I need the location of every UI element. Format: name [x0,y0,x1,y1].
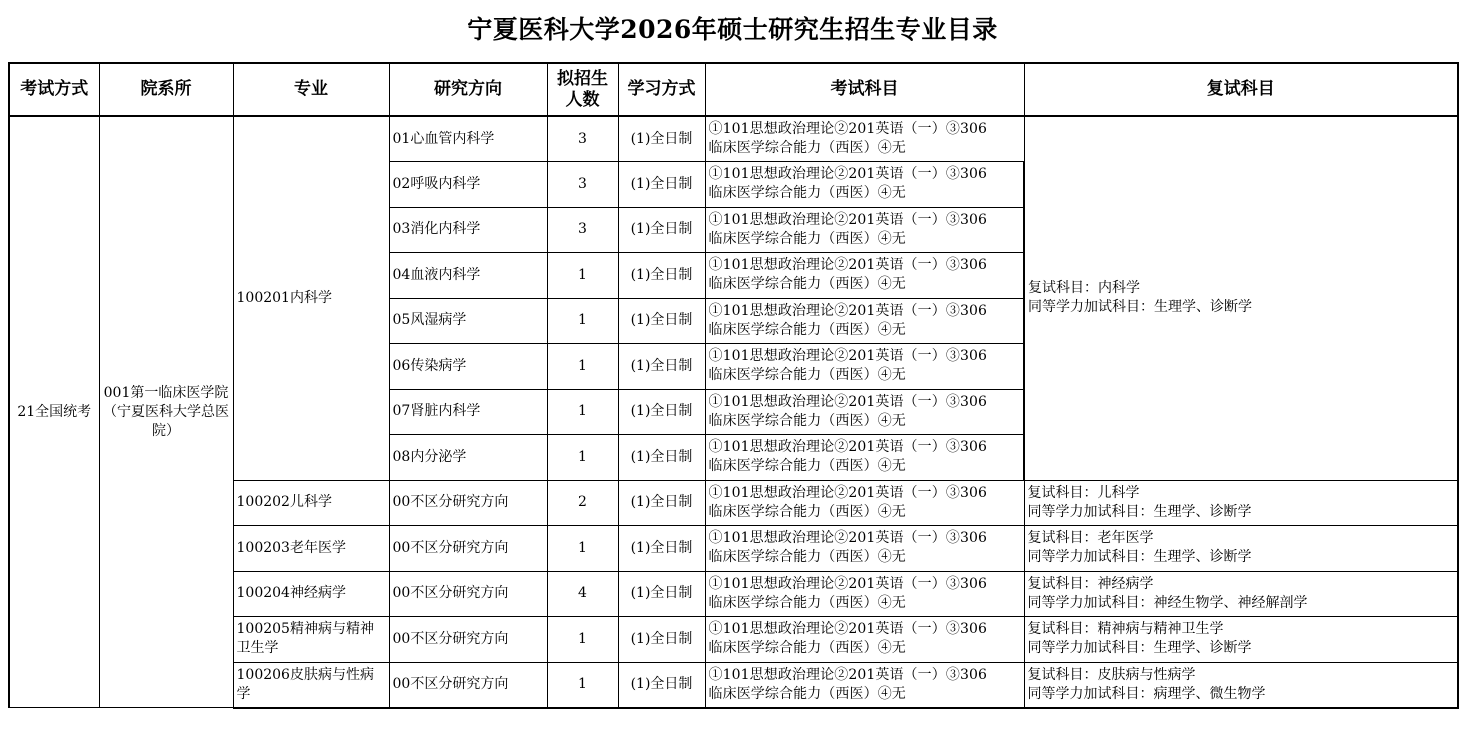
planned-quota-cell: 3 [547,207,618,253]
planned-quota-cell: 1 [547,662,618,708]
research-direction-cell: 06传染病学 [389,344,547,390]
exam-subjects-cell [705,526,1024,572]
retest-subjects-line: 同等学力加试科目：病理学、微生物学 [1027,685,1266,702]
research-direction-cell: 08内分泌学 [389,435,547,481]
exam-subjects-cell [705,162,1024,208]
research-direction-cell: 00不区分研究方向 [389,571,547,617]
exam-subjects-cell [705,253,1024,299]
header-study-mode: 学习方式 [618,63,705,116]
study-mode-cell: (1)全日制 [618,162,705,208]
major-cell: 100204神经病学 [233,571,389,617]
study-mode-cell: (1)全日制 [618,662,705,708]
study-mode-cell: (1)全日制 [618,571,705,617]
research-direction-cell: 05风湿病学 [389,298,547,344]
planned-quota-cell: 1 [547,617,618,663]
planned-quota-cell: 1 [547,253,618,299]
planned-quota-cell: 3 [547,116,618,162]
header-row [9,63,1458,116]
exam-subjects-line: ①101思想政治理论②201英语（一）③306 [708,439,987,456]
retest-subjects-line: 复试科目：内科学 [1028,280,1140,297]
study-mode-cell: (1)全日制 [618,253,705,299]
exam-subjects-cell [705,389,1024,435]
exam-subjects-line: ①101思想政治理论②201英语（一）③306 [708,302,987,319]
exam-subjects-line: ①101思想政治理论②201英语（一）③306 [708,621,987,638]
major-cell: 100203老年医学 [233,526,389,572]
retest-subjects-line: 复试科目：精神病与精神卫生学 [1027,621,1224,638]
exam-subjects-line: ①101思想政治理论②201英语（一）③306 [708,393,987,410]
major-cell: 100201内科学 [233,116,389,480]
table-row [9,116,1458,162]
research-direction-cell: 00不区分研究方向 [389,662,547,708]
exam-subjects-line: ①101思想政治理论②201英语（一）③306 [708,211,987,228]
exam-subjects-cell [705,435,1024,481]
planned-quota-cell: 4 [547,571,618,617]
exam-subjects-line: 临床医学综合能力（西医）④无 [708,321,906,338]
research-direction-cell: 00不区分研究方向 [389,617,547,663]
catalog-body [9,116,1458,708]
retest-subjects-line: 复试科目：皮肤病与性病学 [1027,666,1196,683]
planned-quota-cell: 2 [547,480,618,526]
exam-subjects-line: ①101思想政治理论②201英语（一）③306 [708,257,987,274]
catalog-table [8,62,1459,709]
exam-subjects-line: 临床医学综合能力（西医）④无 [708,549,906,566]
major-cell: 100202儿科学 [233,480,389,526]
exam-subjects-line: 临床医学综合能力（西医）④无 [708,412,906,429]
retest-subjects-cell [1024,662,1458,708]
research-direction-cell: 07肾脏内科学 [389,389,547,435]
major-cell: 100206皮肤病与性病学 [233,662,389,708]
exam-subjects-cell [705,116,1024,162]
exam-subjects-cell [705,662,1024,708]
research-direction-cell: 04血液内科学 [389,253,547,299]
exam-subjects-line: 临床医学综合能力（西医）④无 [708,185,906,202]
planned-quota-cell: 1 [547,344,618,390]
study-mode-cell: (1)全日制 [618,617,705,663]
retest-subjects-line: 同等学力加试科目：生理学、诊断学 [1028,299,1252,316]
header-planned-quota: 拟招生人数 [547,63,618,116]
header-exam-subjects: 考试科目 [705,63,1024,116]
exam-subjects-line: 临床医学综合能力（西医）④无 [708,276,906,293]
retest-subjects-line: 同等学力加试科目：生理学、诊断学 [1027,549,1252,566]
header-research-direction: 研究方向 [389,63,547,116]
study-mode-cell: (1)全日制 [618,526,705,572]
planned-quota-cell: 1 [547,389,618,435]
exam-subjects-cell [705,480,1024,526]
study-mode-cell: (1)全日制 [618,480,705,526]
header-exam-mode: 考试方式 [9,63,99,116]
exam-subjects-line: ①101思想政治理论②201英语（一）③306 [708,484,987,501]
exam-subjects-cell [705,298,1024,344]
planned-quota-cell: 3 [547,162,618,208]
research-direction-cell: 00不区分研究方向 [389,526,547,572]
retest-subjects-line: 同等学力加试科目：生理学、诊断学 [1027,640,1252,657]
exam-subjects-line: ①101思想政治理论②201英语（一）③306 [708,121,987,137]
retest-subjects-line: 复试科目：儿科学 [1027,484,1140,501]
exam-subjects-line: ①101思想政治理论②201英语（一）③306 [708,666,987,683]
study-mode-cell: (1)全日制 [618,298,705,344]
exam-subjects-line: 临床医学综合能力（西医）④无 [708,458,906,475]
retest-subjects-cell [1024,116,1458,480]
exam-subjects-line: 临床医学综合能力（西医）④无 [708,685,906,702]
exam-subjects-cell [705,617,1024,663]
department-cell: 001第一临床医学院（宁夏医科大学总医院） [99,116,233,708]
exam-subjects-cell [705,207,1024,253]
research-direction-cell: 00不区分研究方向 [389,480,547,526]
exam-subjects-line: 临床医学综合能力（西医）④无 [708,230,906,247]
planned-quota-cell: 1 [547,298,618,344]
study-mode-cell: (1)全日制 [618,435,705,481]
header-major: 专业 [233,63,389,116]
exam-subjects-line: ①101思想政治理论②201英语（一）③306 [708,575,987,592]
planned-quota-cell: 1 [547,526,618,572]
retest-subjects-cell [1024,480,1458,526]
exam-subjects-line: ①101思想政治理论②201英语（一）③306 [708,530,987,547]
exam-subjects-cell [705,344,1024,390]
research-direction-cell: 02呼吸内科学 [389,162,547,208]
exam-subjects-line: 临床医学综合能力（西医）④无 [708,140,906,156]
retest-subjects-cell [1024,526,1458,572]
research-direction-cell: 03消化内科学 [389,207,547,253]
planned-quota-cell: 1 [547,435,618,481]
header-department: 院系所 [99,63,233,116]
study-mode-cell: (1)全日制 [618,389,705,435]
header-retest-subjects: 复试科目 [1024,63,1458,116]
exam-subjects-cell [705,571,1024,617]
exam-subjects-line: 临床医学综合能力（西医）④无 [708,594,906,611]
exam-subjects-line: ①101思想政治理论②201英语（一）③306 [708,166,987,183]
retest-subjects-cell [1024,571,1458,617]
page-title: 宁夏医科大学2026年硕士研究生招生专业目录 [467,15,998,44]
retest-subjects-cell [1024,617,1458,663]
retest-subjects-line: 同等学力加试科目：神经生物学、神经解剖学 [1027,594,1308,611]
exam-subjects-line: 临床医学综合能力（西医）④无 [708,503,906,520]
retest-subjects-line: 同等学力加试科目：生理学、诊断学 [1027,503,1252,520]
study-mode-cell: (1)全日制 [618,207,705,253]
exam-subjects-line: ①101思想政治理论②201英语（一）③306 [708,348,987,365]
exam-mode-cell: 21全国统考 [9,116,99,708]
major-cell: 100205精神病与精神卫生学 [233,617,389,663]
retest-subjects-line: 复试科目：神经病学 [1027,575,1154,592]
exam-subjects-line: 临床医学综合能力（西医）④无 [708,367,906,384]
research-direction-cell: 01心血管内科学 [389,116,547,162]
exam-subjects-line: 临床医学综合能力（西医）④无 [708,640,906,657]
retest-subjects-line: 复试科目：老年医学 [1027,530,1154,547]
study-mode-cell: (1)全日制 [618,344,705,390]
study-mode-cell: (1)全日制 [618,116,705,162]
